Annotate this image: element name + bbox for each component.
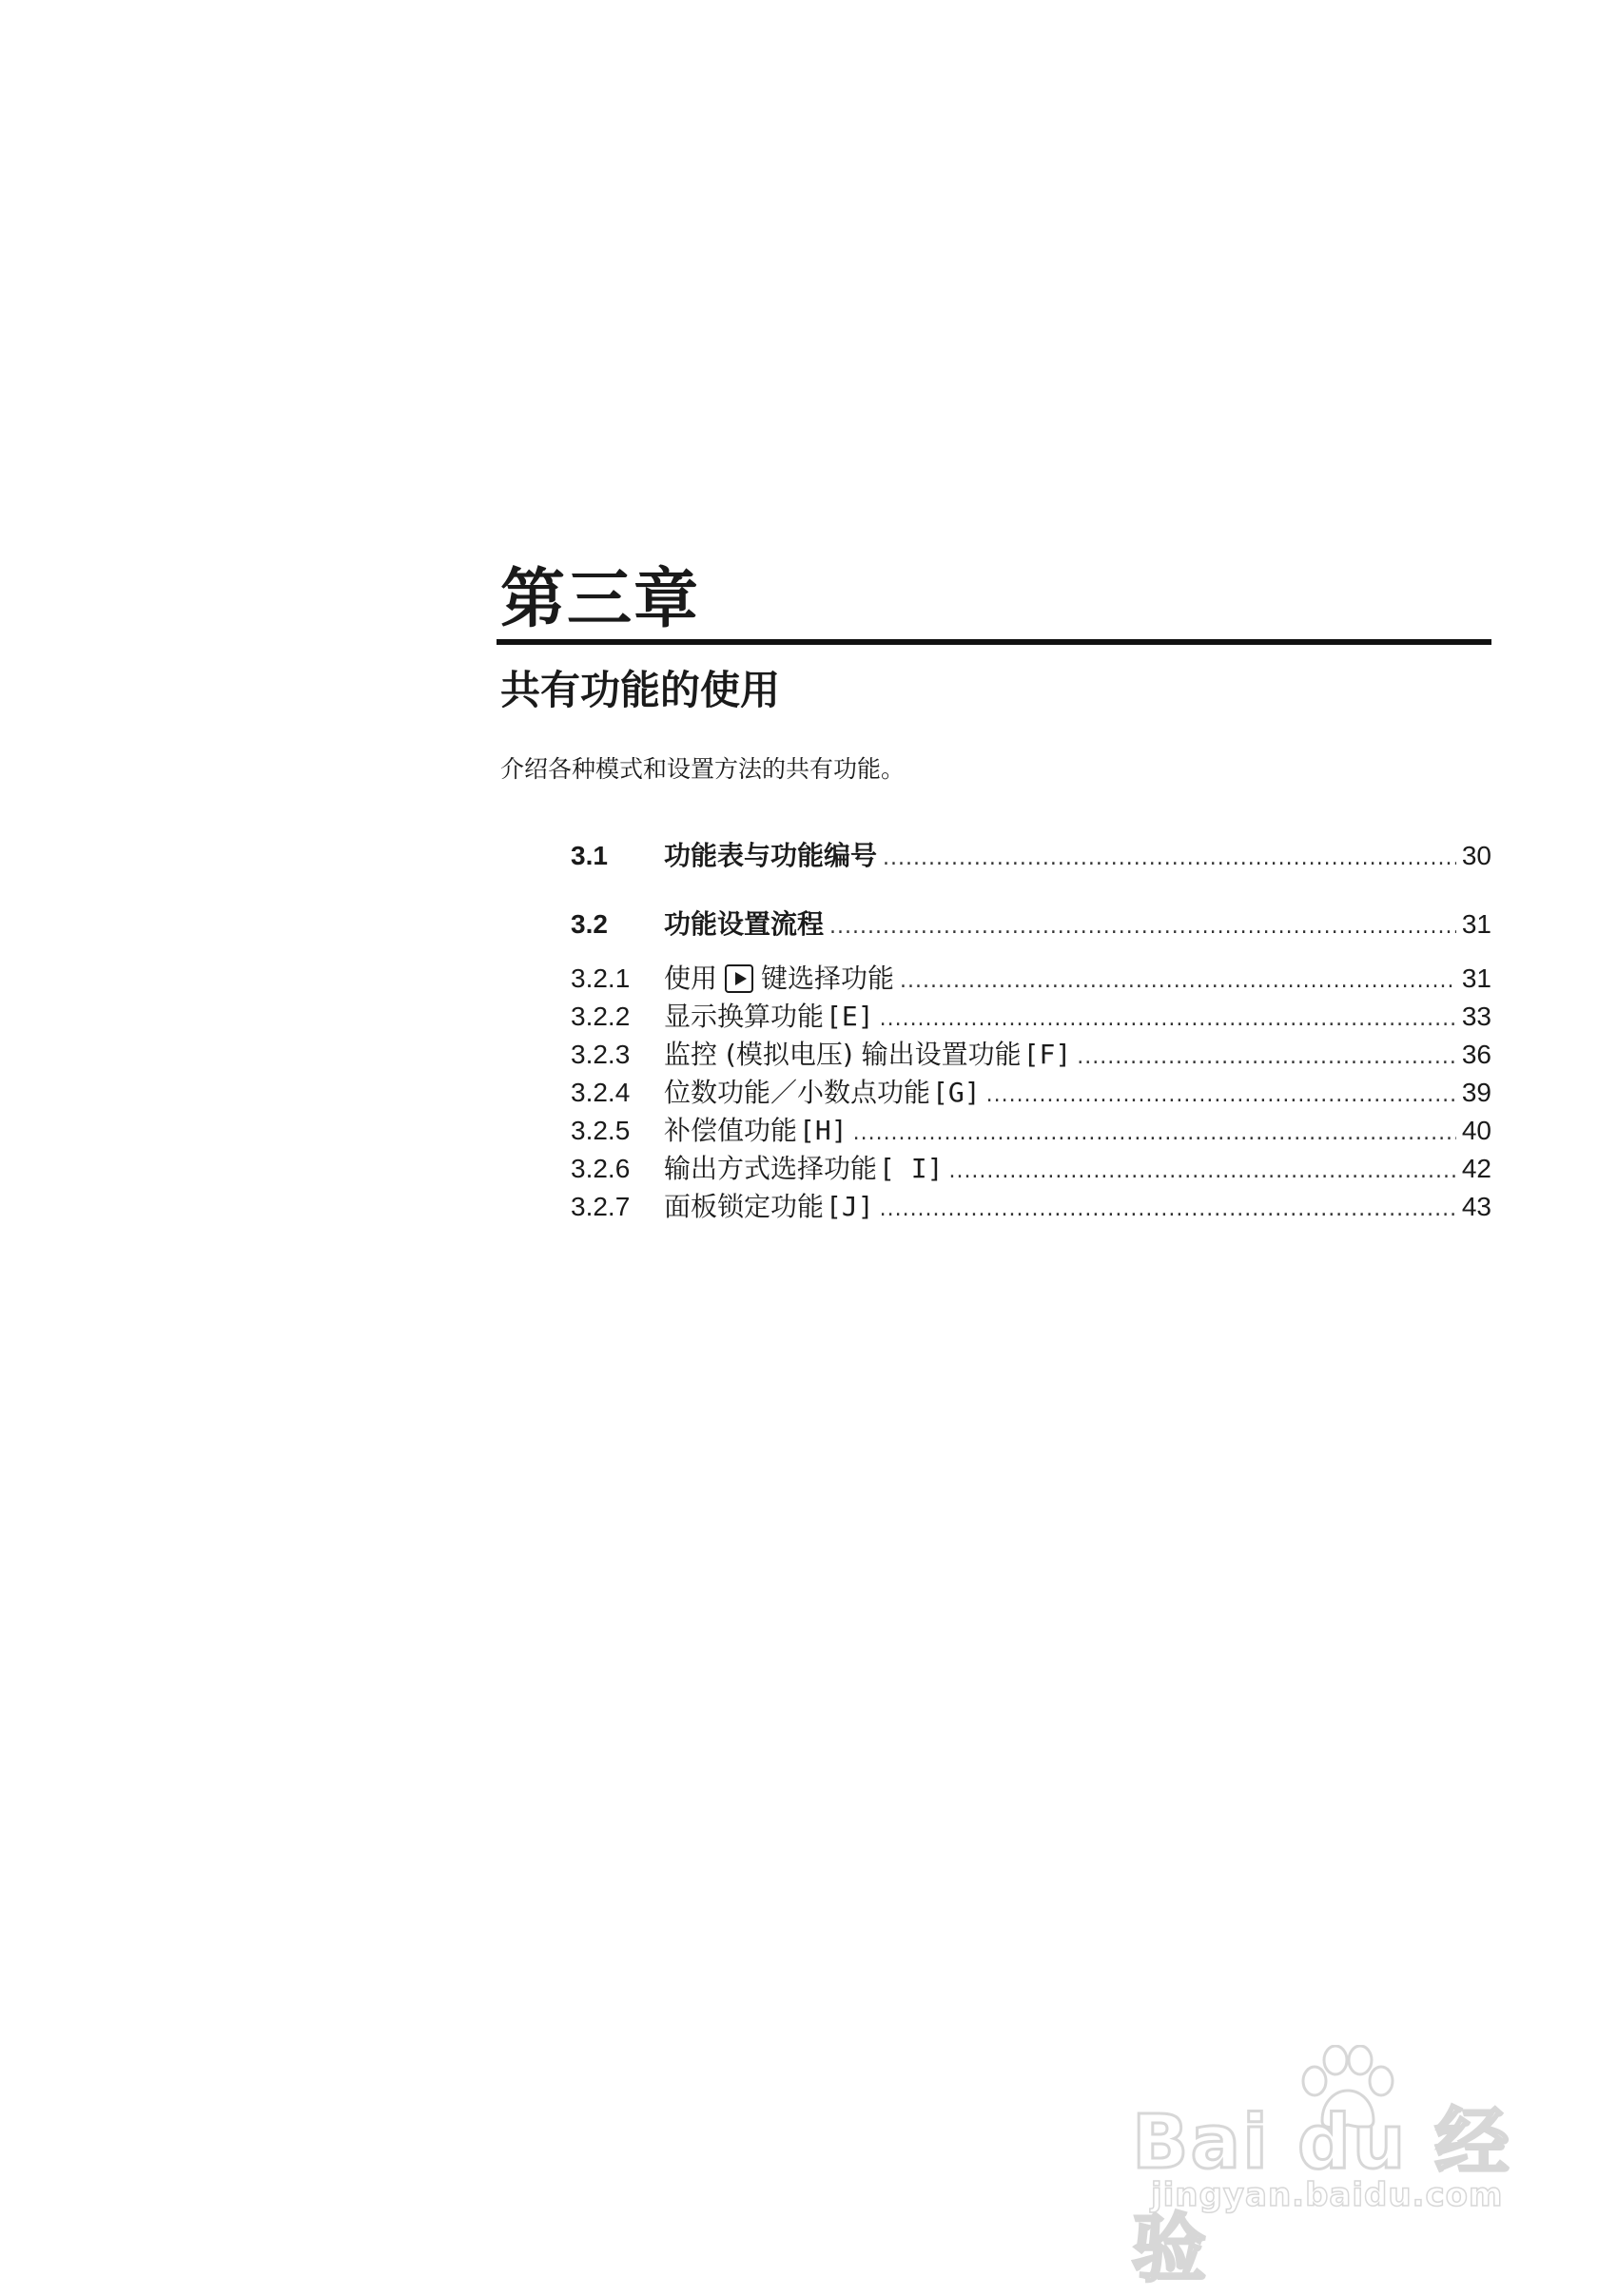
chapter-header [497, 561, 1491, 786]
toc-page-number: 31 [1461, 963, 1491, 993]
function-code: [E] [826, 1001, 874, 1032]
toc-page-number: 30 [1461, 841, 1491, 870]
toc-title-text: 显示换算功能 [664, 1001, 825, 1032]
toc-number: 3.2.6 [571, 1154, 631, 1183]
toc-entry-3-1[interactable] [571, 837, 1491, 875]
toc-entry-3-2-6[interactable] [571, 1150, 1491, 1188]
toc-title-prefix: 使用 [664, 963, 718, 994]
toc-page-number: 43 [1461, 1192, 1491, 1221]
toc-entry-3-2-4[interactable] [571, 1074, 1491, 1112]
toc-leader-dots [853, 1115, 1456, 1153]
toc-entry-3-2-3[interactable] [571, 1036, 1491, 1074]
toc-title: 功能表与功能编号 [664, 840, 878, 871]
toc-title [664, 1036, 1071, 1074]
function-code: [F] [1023, 1039, 1072, 1070]
toc-number: 3.2.7 [571, 1192, 631, 1221]
toc-page-number: 31 [1461, 909, 1491, 939]
toc-entry-3-2-7[interactable] [571, 1188, 1491, 1226]
toc-leader-dots [883, 840, 1456, 878]
toc-title-suffix: 键选择功能 [761, 963, 895, 994]
table-of-contents [571, 837, 1491, 1226]
toc-page-number: 36 [1461, 1040, 1491, 1069]
toc-leader-dots [1077, 1039, 1456, 1077]
toc-number: 3.2.4 [571, 1078, 631, 1107]
function-code: [G] [932, 1077, 981, 1108]
function-code: [J] [826, 1191, 874, 1222]
toc-number: 3.2.5 [571, 1116, 631, 1145]
toc-leader-dots [948, 1153, 1455, 1191]
function-code: [H] [799, 1115, 848, 1146]
watermark-logo-text: Bai du 经验 [1132, 2100, 1511, 2292]
toc-number: 3.2 [571, 909, 608, 939]
toc-title-text: 监控 (模拟电压) 输出设置功能 [664, 1039, 1022, 1070]
toc-leader-dots [986, 1077, 1456, 1115]
toc-number: 3.1 [571, 841, 608, 870]
baidu-jingyan-watermark [1132, 2045, 1531, 2292]
toc-title [664, 1112, 848, 1150]
toc-leader-dots [880, 1191, 1456, 1229]
toc-number: 3.2.3 [571, 1040, 631, 1069]
chapter-intro: 介绍各种模式和设置方法的共有功能。 [500, 755, 906, 783]
chapter-rule-divider [497, 639, 1491, 645]
play-key-icon [725, 964, 753, 993]
toc-title [664, 960, 894, 998]
toc-page-number: 33 [1461, 1002, 1491, 1031]
toc-leader-dots [880, 1001, 1456, 1039]
function-code: [ I] [879, 1153, 944, 1184]
toc-entry-3-2[interactable] [571, 905, 1491, 944]
toc-page-number: 42 [1461, 1154, 1491, 1183]
toc-title-text: 位数功能／小数点功能 [664, 1077, 931, 1108]
toc-leader-dots [829, 908, 1456, 946]
watermark-url: jingyan.baidu.com [1151, 2176, 1504, 2214]
toc-title: 功能设置流程 [664, 908, 825, 940]
toc-title-text: 输出方式选择功能 [664, 1153, 878, 1184]
toc-title [664, 1074, 981, 1112]
toc-title [664, 1150, 943, 1188]
toc-page-number: 40 [1461, 1116, 1491, 1145]
chapter-title: 第三章 [500, 562, 701, 637]
toc-number: 3.2.1 [571, 963, 631, 993]
toc-entry-3-2-1[interactable] [571, 960, 1491, 998]
toc-page-number: 39 [1461, 1078, 1491, 1107]
toc-number: 3.2.2 [571, 1002, 631, 1031]
toc-title-text: 补偿值功能 [664, 1115, 798, 1146]
toc-entry-3-2-5[interactable] [571, 1112, 1491, 1150]
toc-title [664, 998, 874, 1036]
toc-title-text: 面板锁定功能 [664, 1191, 825, 1222]
toc-title [664, 1188, 874, 1226]
toc-leader-dots [900, 963, 1456, 1001]
toc-entry-3-2-2[interactable] [571, 998, 1491, 1036]
chapter-subtitle: 共有功能的使用 [500, 667, 781, 713]
